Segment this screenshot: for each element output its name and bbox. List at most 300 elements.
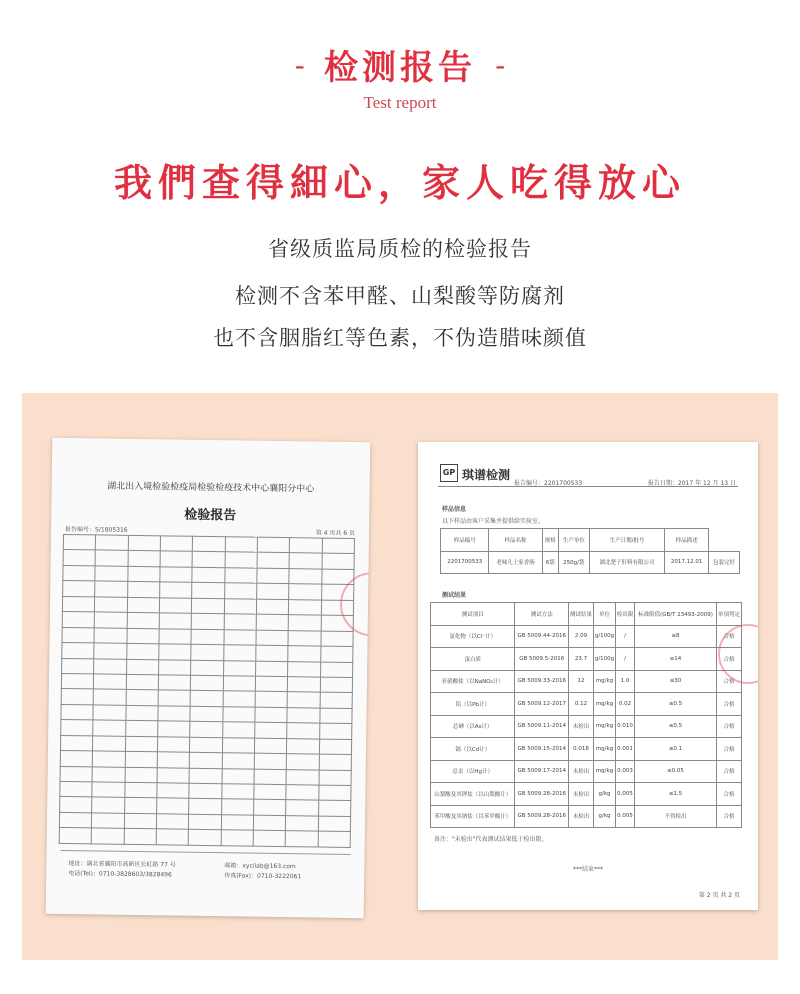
table-cell [190,722,223,738]
table-cell: 蛋白质 [431,648,515,671]
table-cell: GB 5009.28-2016 [515,805,569,828]
table-cell [93,751,126,767]
table-cell: mg/kg [594,715,616,738]
table-cell [156,829,189,845]
table-cell: GB 5009.44-2016 [515,625,569,648]
table-cell [254,784,287,800]
table-cell: ≤0.5 [634,715,716,738]
title-dash-left: - [294,49,305,82]
table-cell [124,813,157,829]
table-cell [61,704,94,720]
table-cell [158,706,191,722]
right-report-no: 报告编号：2201700533 [514,480,583,487]
table-cell: g/kg [594,805,616,828]
table-cell [193,536,226,552]
table-cell [93,705,126,721]
table-row [431,693,742,716]
table-cell [93,689,126,705]
table-cell [94,658,127,674]
test-result-table [430,602,742,828]
table-cell [288,677,321,693]
table-cell [60,781,93,797]
table-cell [320,662,353,678]
table-cell [286,785,319,801]
table-header-cell: 测试方法 [515,603,569,626]
table-cell: 合格 [717,760,742,783]
table-row [431,715,742,738]
table-cell: 23.7 [569,648,594,671]
table-cell [257,583,290,599]
report-no-value: S/1805316 [95,526,128,534]
left-report-table [59,534,355,848]
table-header-cell: 规格 [542,529,558,552]
table-cell [288,615,321,631]
table-cell [61,720,94,736]
table-cell: GB 5009.12-2017 [515,693,569,716]
table-cell [62,658,95,674]
table-row [59,828,350,848]
table-cell [320,677,353,693]
report-org: 湖北出入境检验检疫局检验检疫技术中心襄阳分中心 [107,481,315,495]
table-cell [286,800,319,816]
table-cell [63,534,96,550]
table-cell [286,815,319,831]
table-header-cell: 测试项目 [431,603,515,626]
table-cell [256,630,289,646]
table-cell [59,828,92,844]
table-cell [156,814,189,830]
table-cell [160,567,193,583]
table-cell [192,583,225,599]
table-cell: 合格 [717,648,742,671]
table-cell [95,597,128,613]
table-cell [224,614,257,630]
table-cell [255,707,288,723]
table-cell: ≥14 [634,648,716,671]
table-cell [192,552,225,568]
table-cell [60,766,93,782]
table-cell [159,659,192,675]
table-cell [319,723,352,739]
table-cell [188,830,221,846]
title-dash-right: - [495,49,506,82]
table-header-cell: 单项判定 [717,603,742,626]
table-cell [256,599,289,615]
table-cell [60,751,93,767]
table-cell [254,800,287,816]
table-cell [95,566,128,582]
table-cell [256,614,289,630]
table-cell: 山梨酸及其钾盐（以山梨酸计） [431,783,515,806]
table-cell [253,815,286,831]
table-cell [62,627,95,643]
table-cell: GB 5009.15-2014 [515,738,569,761]
table-cell [189,814,222,830]
table-cell [321,631,354,647]
table-cell: 未检出 [569,760,594,783]
table-cell [62,612,95,628]
table-cell [125,751,158,767]
table-cell [289,584,322,600]
table-cell [318,785,351,801]
table-cell [192,567,225,583]
table-cell [62,596,95,612]
table-cell [223,660,256,676]
table-cell [59,812,92,828]
table-cell: mg/kg [594,670,616,693]
table-cell [191,613,224,629]
table-cell: 1.0 [616,670,635,693]
table-cell: 不得检出 [634,805,716,828]
table-cell [223,691,256,707]
table-cell [319,754,352,770]
table-cell [95,550,128,566]
table-cell [93,720,126,736]
table-cell [124,798,157,814]
right-report-date: 报告日期：2017 年 12 月 13 日 [647,480,736,487]
table-cell [127,582,160,598]
desc-line-2: 检测不含苯甲醛、山梨酸等防腐剂 [235,284,565,308]
table-cell [320,692,353,708]
table-cell [125,736,158,752]
table-cell [322,538,355,554]
table-cell [318,831,351,847]
table-cell [289,599,322,615]
table-cell: ≤0.05 [634,760,716,783]
table-row [431,805,742,828]
table-cell [160,536,193,552]
table-cell: 2017.12.01 [665,551,709,574]
table-row [441,551,740,574]
table-cell [160,582,193,598]
table-cell: ≤8 [634,625,716,648]
table-cell: 苯甲酸及其钠盐（以苯甲酸计） [431,805,515,828]
table-cell [124,782,157,798]
table-cell [319,770,352,786]
footer-fax: 传真(Fax)：0710-3222061 [224,872,302,881]
report-page: 第 4 页共 6 页 [315,529,356,538]
table-cell: 合格 [717,715,742,738]
table-cell [222,753,255,769]
table-cell [222,768,255,784]
table-cell [94,643,127,659]
table-cell [124,829,157,845]
table-cell: / [616,648,635,671]
table-cell [287,723,320,739]
table-header-cell: 样品描述 [665,529,709,552]
table-cell: 湖北楚子肝料有限公司 [589,551,664,574]
table-cell [159,628,192,644]
table-cell [286,769,319,785]
table-cell [288,630,321,646]
table-cell [127,597,160,613]
table-cell [60,797,93,813]
table-cell: 亚硝酸盐（以NaNO₂计） [431,670,515,693]
table-cell [191,660,224,676]
table-cell [221,830,254,846]
sample-section-title: 样品信息 [442,506,467,513]
table-cell [192,598,225,614]
desc-line-3: 也不含胭脂红等色素，不伪造腊味颜值 [213,326,587,350]
footer-divider [61,850,351,855]
brand-name: 琪谱检测 [462,468,511,482]
table-cell [290,538,323,554]
table-cell [61,673,94,689]
table-cell [125,721,158,737]
table-cell [190,691,223,707]
table-cell: 0.005 [616,805,635,828]
table-cell: 合格 [717,783,742,806]
table-cell [224,583,257,599]
table-cell: GB 5009.5-2016 [515,648,569,671]
table-cell [255,722,288,738]
page-title: 检测报告 [324,48,476,88]
table-cell: mg/kg [594,760,616,783]
table-cell [62,643,95,659]
table-cell [190,737,223,753]
table-cell [191,629,224,645]
table-cell [288,646,321,662]
test-section-title: 测试结果 [442,592,467,599]
table-cell [222,722,255,738]
report-document-right [418,442,758,910]
sample-table [440,528,740,574]
table-cell [190,752,223,768]
table-cell [160,551,193,567]
table-header-row [441,529,740,552]
page-subtitle: Test report [363,93,437,112]
table-cell [191,675,224,691]
brand-logo-icon: GP [440,464,458,482]
table-cell: ≤30 [634,670,716,693]
table-cell: g/100g [594,648,616,671]
table-cell [95,581,128,597]
table-cell [189,783,222,799]
table-row [431,625,742,648]
table-cell [126,690,159,706]
table-cell [322,554,355,570]
table-cell [63,565,96,581]
table-header-cell: 样品编号 [441,529,489,552]
table-cell: 未检出 [569,805,594,828]
report-end: ***结束*** [572,866,603,873]
table-cell [318,800,351,816]
table-cell [221,784,254,800]
table-row [431,783,742,806]
table-cell [221,799,254,815]
table-cell [255,676,288,692]
table-cell [92,813,125,829]
table-cell [128,551,161,567]
table-cell [223,645,256,661]
table-cell [224,598,257,614]
table-cell: GB 5009.33-2016 [515,670,569,693]
table-cell [63,581,96,597]
table-cell [289,568,322,584]
table-cell: 未检出 [569,783,594,806]
table-cell [127,613,160,629]
report-no-label: 报告编号： [65,525,96,534]
table-cell [191,644,224,660]
report-no [65,524,128,534]
table-cell: GB 5009.17-2014 [515,760,569,783]
table-cell [92,766,125,782]
table-cell: g/kg [594,783,616,806]
table-cell: / [616,625,635,648]
table-cell [60,735,93,751]
table-header-cell: 单位 [594,603,616,626]
table-cell [157,736,190,752]
table-cell [253,830,286,846]
table-cell: 铅（以Pb计） [431,693,515,716]
table-cell [92,828,125,844]
table-header-cell: 测试结果 [569,603,594,626]
table-cell [158,690,191,706]
table-cell [157,752,190,768]
table-header-cell: 标准限值(GB/T 23493-2009) [634,603,716,626]
table-cell: 0.02 [616,693,635,716]
report-heading: 检验报告 [184,507,237,524]
table-cell [128,535,161,551]
table-cell: 0.001 [616,738,635,761]
table-cell [255,661,288,677]
table-cell [157,767,190,783]
table-header-row [431,603,742,626]
table-cell: 2.09 [569,625,594,648]
table-cell [157,798,190,814]
table-cell [157,783,190,799]
table-cell: ≤0.5 [634,693,716,716]
title-row [0,40,800,89]
table-cell [223,707,256,723]
table-cell [92,782,125,798]
table-cell [93,736,126,752]
table-cell: 合格 [717,625,742,648]
table-cell [257,568,290,584]
table-cell: 合格 [717,693,742,716]
table-cell [254,769,287,785]
table-cell [254,738,287,754]
table-cell [96,535,129,551]
table-cell [320,708,353,724]
table-cell [126,705,159,721]
table-cell [285,831,318,847]
right-report-page: 第 2 页 共 2 页 [698,892,740,899]
table-cell: 镉（以Cd计） [431,738,515,761]
table-cell [287,707,320,723]
sample-note: 以下样品由客户采集并提供给实验室。 [442,518,545,525]
table-cell: 未检出 [569,715,594,738]
table-cell [257,553,290,569]
table-cell: 氯化物（以Cl⁻计） [431,625,515,648]
table-row [431,760,742,783]
table-cell: ≤1.5 [634,783,716,806]
table-row [431,670,742,693]
table-header-cell: 检出限 [616,603,635,626]
table-cell [289,553,322,569]
table-cell [126,643,159,659]
footer-address: 地址：湖北省襄阳市高新区长虹路 77 号 [68,860,176,869]
table-cell [223,676,256,692]
table-cell: 合格 [717,805,742,828]
footer-tel: 电话(Tel)：0710-3828603/3828496 [68,870,172,879]
table-header-cell: 生产日期/批号 [589,529,664,552]
test-remark: 备注："未检出"代表测试结果低于检出限。 [434,836,548,843]
table-cell [225,552,258,568]
table-cell [127,628,160,644]
table-cell [95,612,128,628]
table-cell [287,754,320,770]
report-document-left [46,438,371,918]
table-cell: mg/kg [594,738,616,761]
table-cell [221,815,254,831]
table-cell [159,598,192,614]
table-cell: 0.010 [616,715,635,738]
table-cell [255,692,288,708]
table-cell [63,550,96,566]
table-cell [224,568,257,584]
table-row [431,648,742,671]
table-cell [222,737,255,753]
table-cell [225,537,258,553]
table-cell: 2201700533 [441,551,489,574]
table-cell [189,768,222,784]
table-cell [158,675,191,691]
table-cell [257,537,290,553]
footer-mail: 邮箱：xycilab@163.com [224,862,296,871]
table-cell [318,816,351,832]
table-cell [254,753,287,769]
table-cell [189,799,222,815]
table-cell: GB 5009.11-2014 [515,715,569,738]
table-cell [61,689,94,705]
table-cell [224,629,257,645]
table-cell [287,738,320,754]
desc-line-1: 省级质监局质检的检验报告 [268,237,532,261]
table-cell [288,661,321,677]
table-cell [256,645,289,661]
table-cell [94,628,127,644]
table-cell: 0.12 [569,693,594,716]
table-cell: 包装完好 [708,551,739,574]
table-cell [125,767,158,783]
table-cell [287,692,320,708]
table-cell: 合格 [717,738,742,761]
table-cell [126,659,159,675]
table-cell: 合格 [717,670,742,693]
table-cell: 6袋 [542,551,558,574]
table-cell: 总砷（以As计） [431,715,515,738]
table-cell: 12 [569,670,594,693]
table-cell [159,644,192,660]
table-cell: 0.003 [616,760,635,783]
table-cell: 老味儿土家香肠 [489,551,542,574]
table-cell [92,797,125,813]
table-cell: 0.018 [569,738,594,761]
table-cell: 0.005 [616,783,635,806]
table-cell: 总汞（以Hg计） [431,760,515,783]
table-cell [320,646,353,662]
table-cell [319,739,352,755]
slogan: 我們查得細心，家人吃得放心 [113,160,686,205]
table-header-cell: 样品名称 [489,529,542,552]
table-cell [159,613,192,629]
table-cell [126,674,159,690]
table-cell: mg/kg [594,693,616,716]
table-cell: ≤0.1 [634,738,716,761]
table-cell [127,566,160,582]
table-row [431,738,742,761]
